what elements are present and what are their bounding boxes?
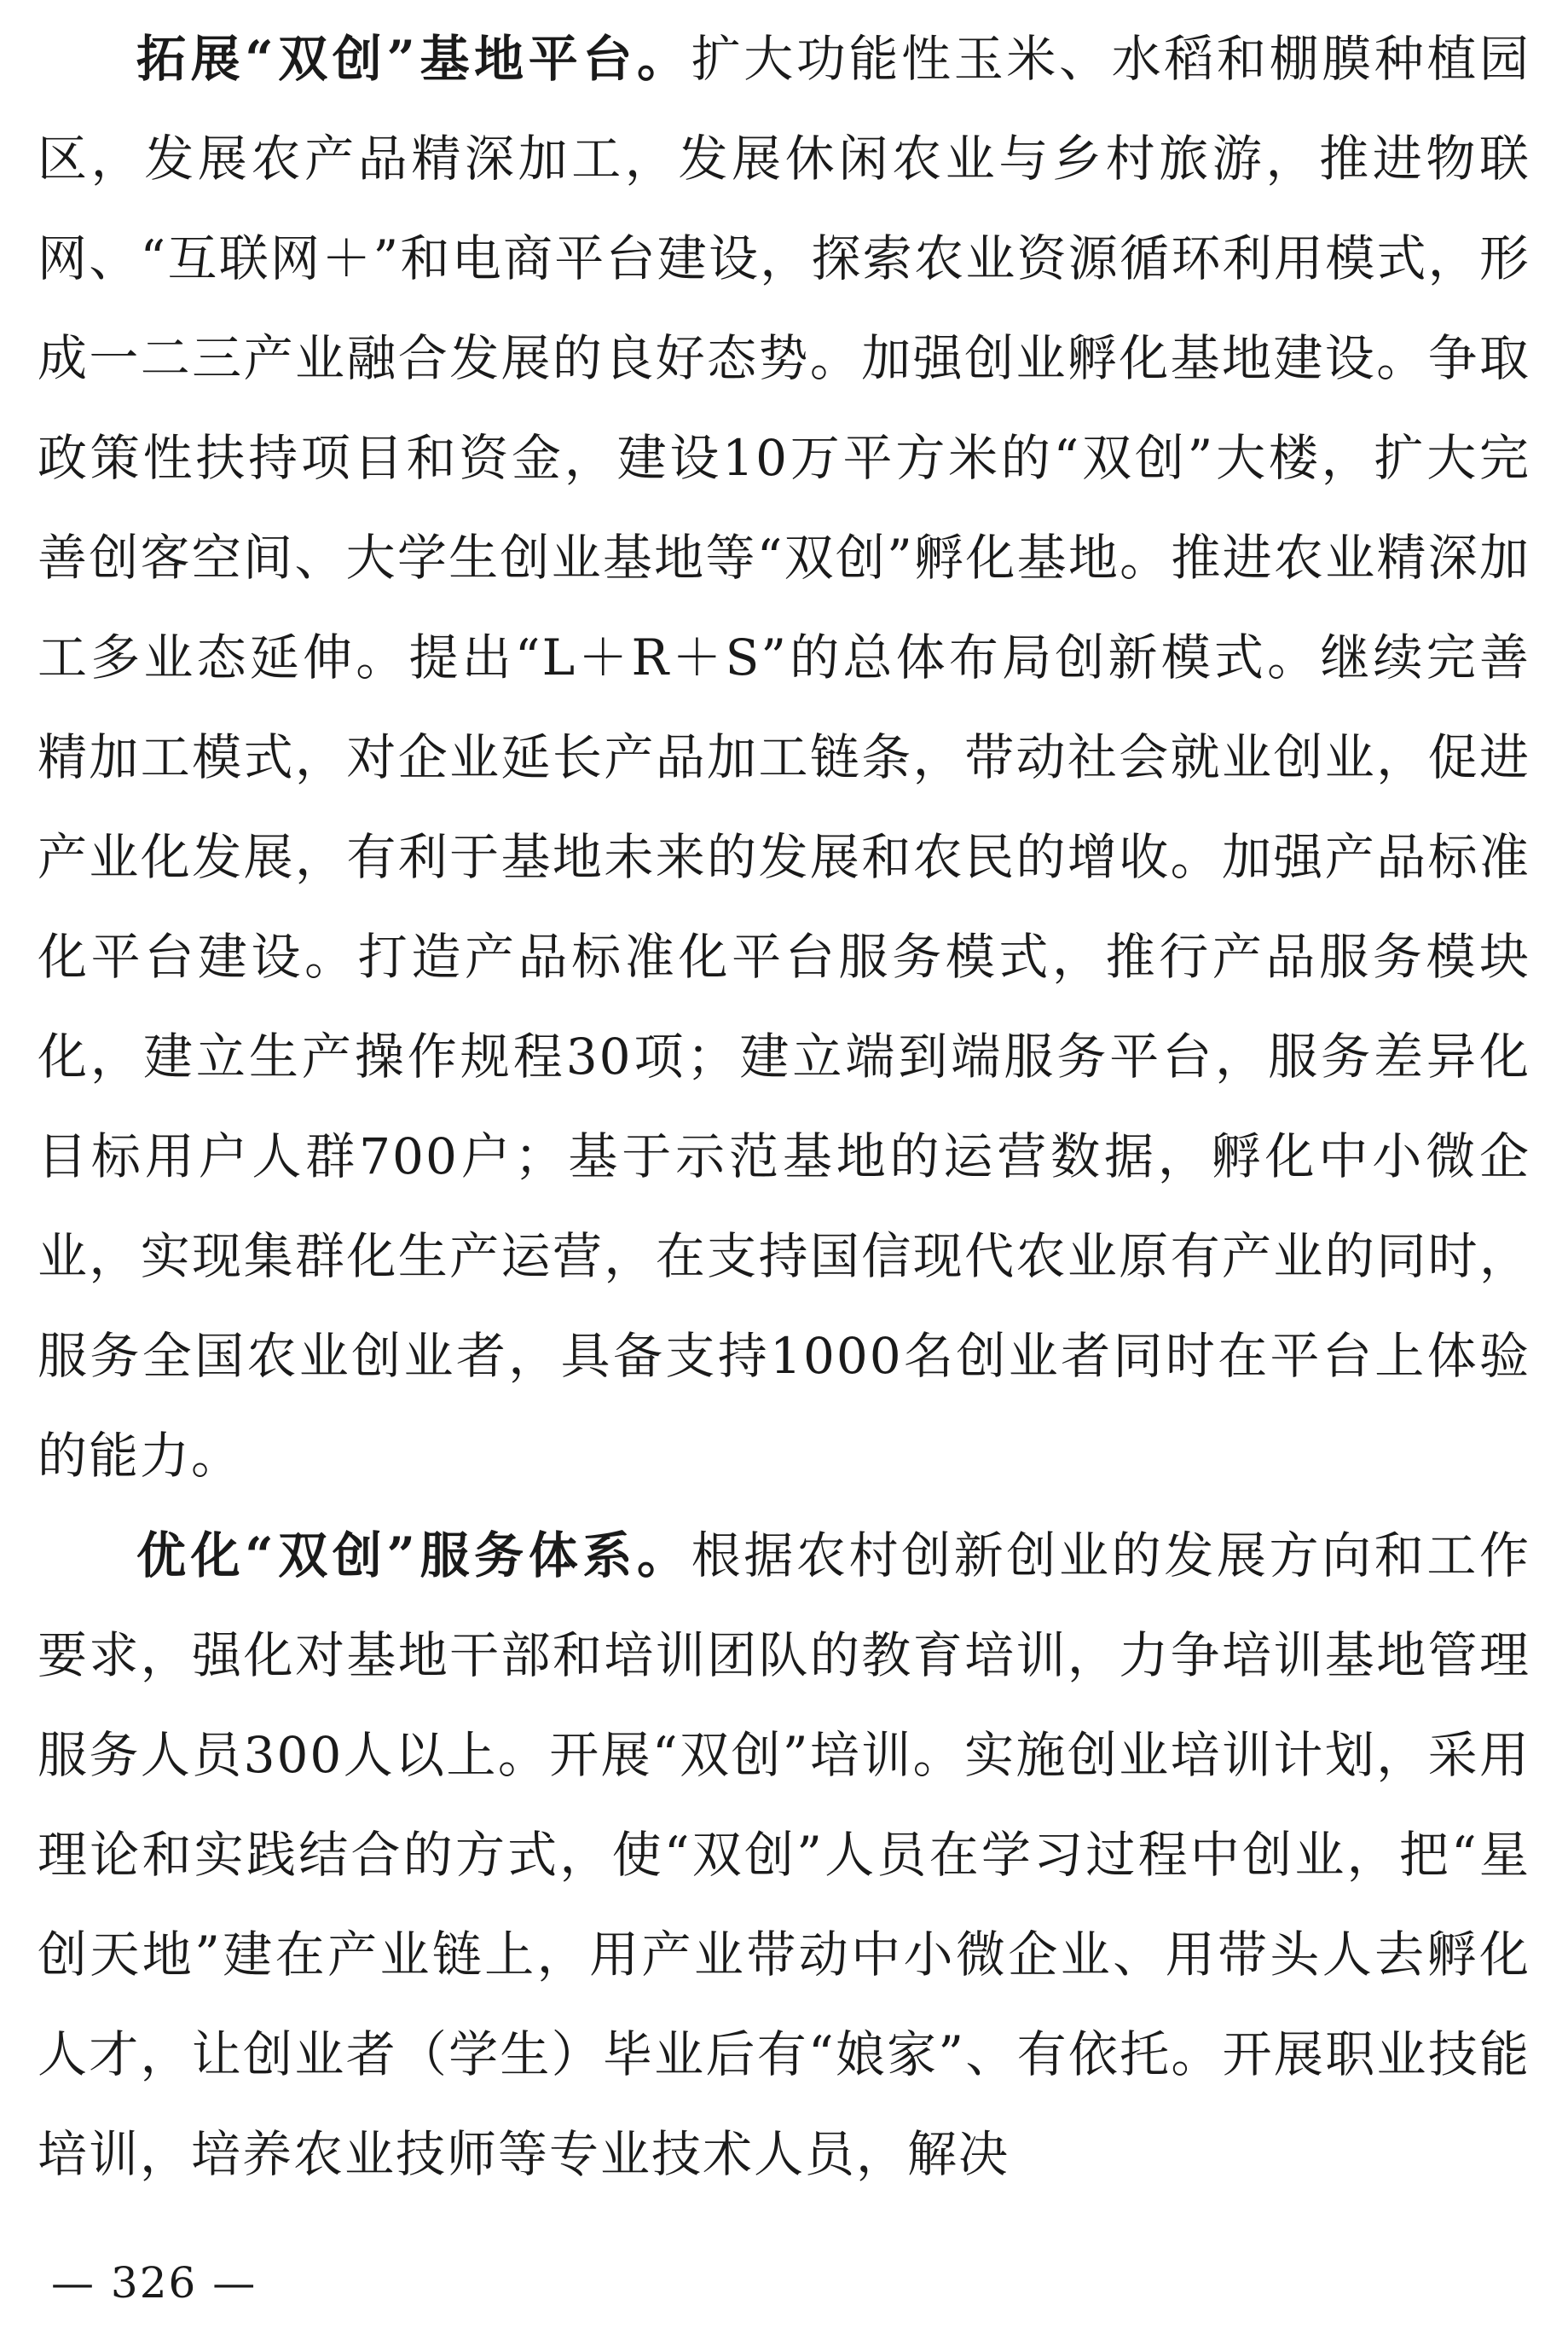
- document-page: [38, 0, 1530, 2204]
- paragraph-lead: 拓展“双创”基地平台。: [136, 30, 691, 88]
- paragraph-platform: [38, 0, 1530, 1506]
- paragraph-service-system: [38, 1506, 1530, 2204]
- paragraph-body: 扩大功能性玉米、水稻和棚膜种植园区，发展农产品精深加工，发展休闲农业与乡村旅游，推进物联网、“互联网＋”和电商平台建设，探索农业资源循环利用模式，形成一二三产业融合发展的良好态势。加强创业孵化基地建设。争取政策性扶持项目和资金，建设10万平方米的“双创”大楼，扩大完善创客空间、大学生创业基地等“双创”孵化基地。推进农业精深加工多业态延伸。提出“L＋R＋S”的总体布局创新模式。继续完善精加工模式，对企业延长产品加工链条，带动社会就业创业，促进产业化发展，有利于基地未来的发展和农民的增收。加强产品标准化平台建设。打造产品标准化平台服务模式，推行产品服务模块化，建立生产操作规程30项；建立端到端服务平台，服务差异化目标用户人群700户；基于示范基地的运营数据，孵化中小微企业，实现集群化生产运营，在支持国信现代农业原有产业的同时，服务全国农业创业者，具备支持1000名创业者同时在平台上体验的能力。: [38, 30, 1530, 1485]
- page-number: — 326 —: [51, 2258, 257, 2308]
- paragraph-body: 根据农村创新创业的发展方向和工作要求，强化对基地干部和培训团队的教育培训，力争培训基地管理服务人员300人以上。开展“双创”培训。实施创业培训计划，采用理论和实践结合的方式，使“双创”人员在学习过程中创业，把“星创天地”建在产业链上，用产业带动中小微企业、用带头人去孵化人才，让创业者（学生）毕业后有“娘家”、有依托。开展职业技能培训，培养农业技师等专业技术人员，解决: [38, 1526, 1530, 2183]
- paragraph-lead: 优化“双创”服务体系。: [136, 1526, 691, 1584]
